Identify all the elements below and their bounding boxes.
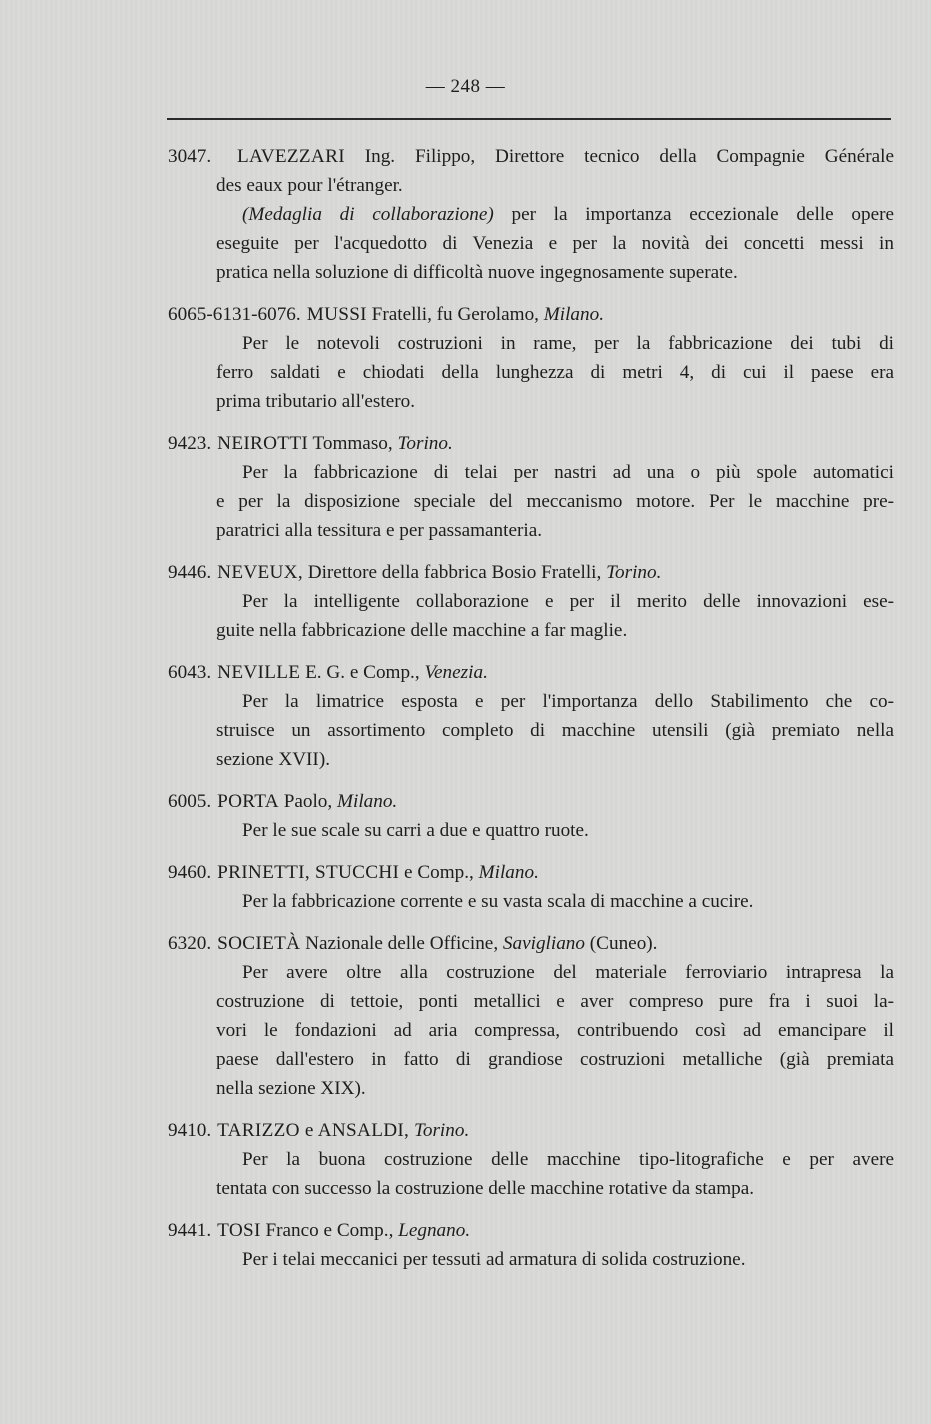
entry-text-line: nella sezione XIX). xyxy=(216,1078,366,1099)
entry xyxy=(168,858,894,916)
entry-number: 6320. xyxy=(168,933,212,954)
entry xyxy=(168,787,894,845)
entry-award-type: (Medaglia di collaborazione) xyxy=(242,204,494,225)
entry-text-line: Per la intelligente collaborazione e per il merito delle innovazioni ese- xyxy=(242,591,894,612)
entry-heading xyxy=(168,1216,894,1245)
entry-name: NEVILLE xyxy=(217,662,301,683)
entry-number: 3047. xyxy=(168,146,212,167)
entry-number: 9423. xyxy=(168,433,212,454)
entry-details: Paolo, xyxy=(283,791,333,812)
entry-description xyxy=(168,887,894,916)
entry-description xyxy=(168,687,894,774)
entry-text-line: Per avere oltre alla costruzione del materiale ferroviario intrapresa la xyxy=(242,962,894,983)
entry-name: NEVEUX, xyxy=(217,562,303,583)
entry-details: Franco e Comp., xyxy=(265,1220,394,1241)
entry-number: 6043. xyxy=(168,662,212,683)
entry-city: Torino. xyxy=(606,562,662,583)
entry-text-line: Per la fabbricazione di telai per nastri ad una o più spole automatici xyxy=(242,462,894,483)
entry xyxy=(168,1116,894,1203)
entry-city: Milano. xyxy=(478,862,539,883)
entry-name: NEIROTTI xyxy=(217,433,309,454)
entry xyxy=(168,300,894,416)
entry-number: 9410. xyxy=(168,1120,212,1141)
entry-text-line: vori le fondazioni ad aria compressa, contribuendo così ad emancipare il xyxy=(216,1020,894,1041)
entry xyxy=(168,658,894,774)
entry-text-line: Per le sue scale su carri a due e quattro ruote. xyxy=(242,820,589,841)
entry-name: PORTA xyxy=(217,791,279,812)
entry-details: e Comp., xyxy=(404,862,474,883)
entry-number: 9446. xyxy=(168,562,212,583)
entry-text-line: Per la buona costruzione delle macchine tipo-litografiche e per avere xyxy=(242,1149,894,1170)
entry-text-line: pratica nella soluzione di difficoltà nuove ingegnosamente superate. xyxy=(216,262,738,283)
entry-city: Savigliano xyxy=(502,933,585,954)
entry-region: (Cuneo). xyxy=(589,933,658,954)
entry-details: Tommaso, xyxy=(312,433,393,454)
entry-text-line: Per la fabbricazione corrente e su vasta scala di macchine a cucire. xyxy=(242,891,754,912)
entry-text-line: guite nella fabbricazione delle macchine a far maglie. xyxy=(216,620,628,641)
entry-heading xyxy=(168,558,894,587)
entry-heading xyxy=(168,658,894,687)
entry-description xyxy=(168,200,894,287)
entry-number: 9460. xyxy=(168,862,212,883)
entry-details: Direttore della fabbrica Bosio Fratelli, xyxy=(307,562,602,583)
entry-city: Legnano. xyxy=(398,1220,471,1241)
entry-details: Ing. Filippo, Direttore tecnico della Compagnie Générale xyxy=(364,146,895,167)
entry-description xyxy=(168,958,894,1103)
entry-details: E. G. e Comp., xyxy=(305,662,420,683)
entry-text-line: sezione XVII). xyxy=(216,749,331,770)
entry-heading xyxy=(168,429,894,458)
entry-text-line: e per la disposizione speciale del meccanismo motore. Per le macchine pre- xyxy=(216,491,894,512)
entry-text-line: Per i telai meccanici per tessuti ad armatura di solida costruzione. xyxy=(242,1249,746,1270)
entry-description xyxy=(168,458,894,545)
entry-text-line: costruzione di tettoie, ponti metallici e aver compreso pure fra i suoi la- xyxy=(216,991,894,1012)
entry-description xyxy=(168,329,894,416)
entry-details: Nazionale delle Officine, xyxy=(305,933,499,954)
entry-heading xyxy=(168,142,894,200)
entry-description xyxy=(168,1145,894,1203)
entry-description xyxy=(168,587,894,645)
entry-heading xyxy=(168,1116,894,1145)
entry-text-line: per la importanza eccezionale delle opere xyxy=(511,204,894,225)
entry-text-line: struisce un assortimento completo di macchine utensili (già premiato nella xyxy=(216,720,894,741)
entry-text-line: Per la limatrice esposta e per l'importanza dello Stabilimento che co- xyxy=(242,691,894,712)
entry-lavezzari xyxy=(168,142,894,287)
entry xyxy=(168,929,894,1103)
entry-details: Fratelli, fu Gerolamo, xyxy=(371,304,539,325)
entry-name: LAVEZZARI xyxy=(237,146,345,167)
entry xyxy=(168,1216,894,1274)
header-rule xyxy=(167,118,891,120)
entry-city: Torino. xyxy=(413,1120,470,1141)
entry-text-line: paese dall'estero in fatto di grandiose costruzioni metalliche (già premiata xyxy=(216,1049,894,1070)
entry-heading xyxy=(168,858,894,887)
entry-city: Milano. xyxy=(337,791,398,812)
entry-text-line: tentata con successo la costruzione delle macchine rotative da stampa. xyxy=(216,1178,755,1199)
entry-name: PRINETTI, STUCCHI xyxy=(217,862,400,883)
entry-heading xyxy=(168,787,894,816)
entry-name: TARIZZO e ANSALDI, xyxy=(217,1120,410,1141)
entry-name: MUSSI xyxy=(306,304,367,325)
page-body xyxy=(168,142,894,1287)
entry-name: SOCIETÀ xyxy=(217,933,301,954)
entry-text-line: ferro saldati e chiodati della lunghezza di metri 4, di cui il paese era xyxy=(216,362,894,383)
entry-city: Milano. xyxy=(543,304,604,325)
entry xyxy=(168,558,894,645)
entry xyxy=(168,429,894,545)
entry-details-continued: des eaux pour l'étranger. xyxy=(216,175,403,196)
entry-description xyxy=(168,1245,894,1274)
entry-text-line: paratrici alla tessitura e per passamanteria. xyxy=(216,520,543,541)
entry-text-line: eseguite per l'acquedotto di Venezia e per la novità dei concetti messi in xyxy=(216,233,894,254)
entry-heading xyxy=(168,300,894,329)
entry-name: TOSI xyxy=(217,1220,261,1241)
entry-text-line: prima tributario all'estero. xyxy=(216,391,415,412)
entry-number: 9441. xyxy=(168,1220,212,1241)
entry-number: 6005. xyxy=(168,791,212,812)
page-number: — 248 — xyxy=(425,76,506,97)
entry-number: 6065-6131-6076. xyxy=(168,304,301,325)
entry-text-line: Per le notevoli costruzioni in rame, per la fabbricazione dei tubi di xyxy=(242,333,894,354)
entry-heading xyxy=(168,929,894,958)
entry-description xyxy=(168,816,894,845)
entry-city: Torino. xyxy=(397,433,453,454)
entry-city: Venezia. xyxy=(424,662,488,683)
